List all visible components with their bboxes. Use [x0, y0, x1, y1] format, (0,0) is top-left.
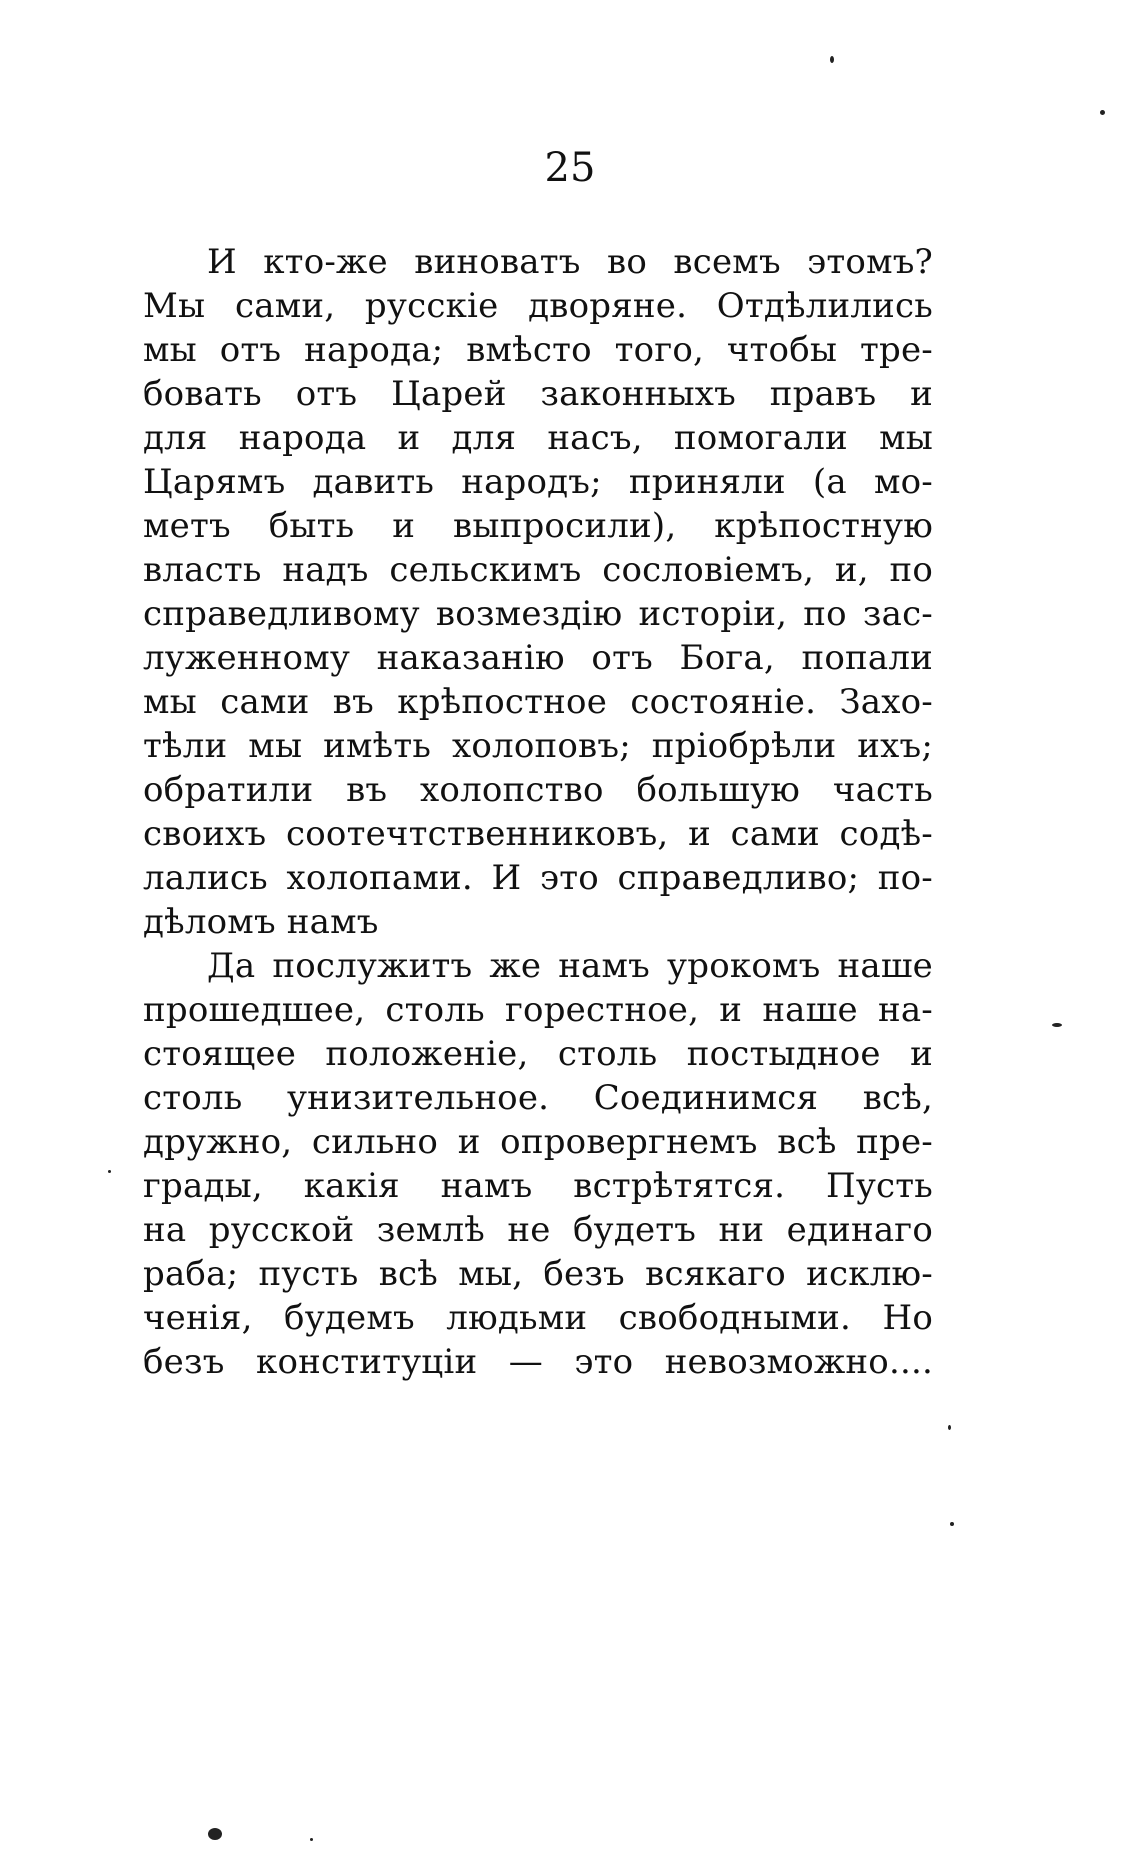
text-line: луженному наказанію отъ Бога, попали: [143, 638, 933, 678]
text-line: Мы сами, русскіе дворяне. Отдѣлились: [143, 286, 933, 326]
text-line: Царямъ давить народъ; приняли (а мо-: [143, 462, 933, 502]
text-line: безъ конституціи — это невозможно....: [143, 1342, 933, 1382]
text-line: мы сами въ крѣпостное состояніе. Захо-: [143, 682, 933, 722]
scan-speck: [1052, 1023, 1062, 1027]
text-line: справедливому возмездію исторіи, по зас-: [143, 594, 933, 634]
scan-speck: [830, 56, 834, 63]
text-line: власть надъ сельскимъ сословіемъ, и, по: [143, 550, 933, 590]
text-line: мы отъ народа; вмѣсто того, чтобы тре-: [143, 330, 933, 370]
text-line: столь унизительное. Соединимся всѣ,: [143, 1078, 933, 1118]
text-line: тѣли мы имѣть холоповъ; пріобрѣли ихъ;: [143, 726, 933, 766]
paragraph-1: [143, 240, 933, 944]
text-line: Да послужитъ же намъ урокомъ наше: [207, 946, 933, 986]
text-line: бовать отъ Царей законныхъ правъ и: [143, 374, 933, 414]
scan-speck: [208, 1828, 222, 1840]
text-line: метъ быть и выпросили), крѣпостную: [143, 506, 933, 546]
text-line: И кто-же виноватъ во всемъ этомъ?: [207, 242, 933, 282]
text-line: дѣломъ намъ: [143, 902, 379, 942]
text-line: стоящее положеніе, столь постыдное и: [143, 1034, 933, 1074]
paragraph-2: [143, 944, 933, 1384]
text-line: ченія, будемъ людьми свободными. Но: [143, 1298, 933, 1338]
text-line: прошедшее, столь горестное, и наше на-: [143, 990, 933, 1030]
text-line: раба; пусть всѣ мы, безъ всякаго исклю-: [143, 1254, 933, 1294]
scan-speck: [948, 1425, 951, 1430]
text-line: своихъ соотечтственниковъ, и сами содѣ-: [143, 814, 933, 854]
text-line: обратили въ холопство большую часть: [143, 770, 933, 810]
text-line: грады, какія намъ встрѣтятся. Пусть: [143, 1166, 933, 1206]
text-line: дружно, сильно и опровергнемъ всѣ пре-: [143, 1122, 933, 1162]
text-line: лались холопами. И это справедливо; по-: [143, 858, 933, 898]
scan-speck: [108, 1170, 111, 1173]
scan-speck: [950, 1522, 954, 1526]
scan-speck: [1100, 110, 1105, 115]
page-number: 25: [544, 145, 596, 191]
text-line: для народа и для насъ, помогали мы: [143, 418, 933, 458]
scan-speck: [310, 1838, 313, 1841]
text-line: на русской землѣ не будетъ ни единаго: [143, 1210, 933, 1250]
